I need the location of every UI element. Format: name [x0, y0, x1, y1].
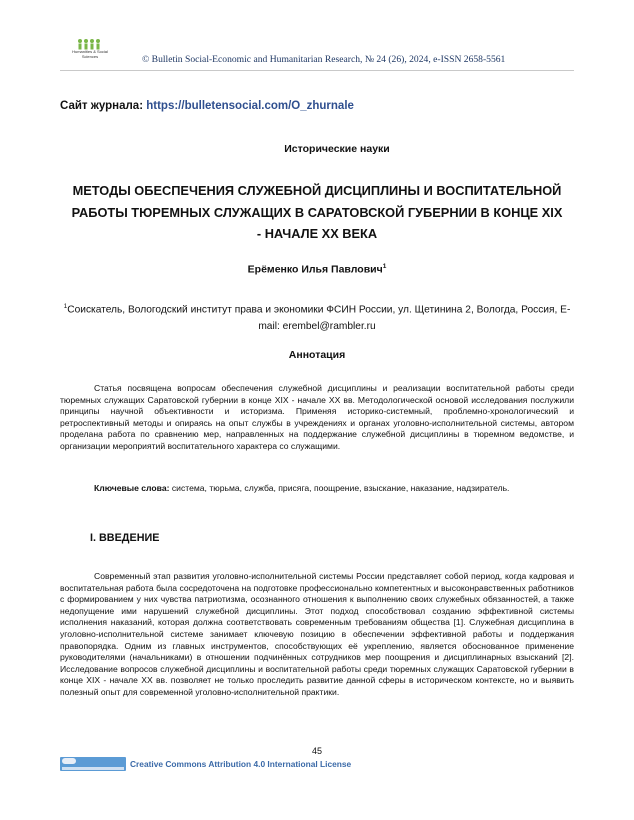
affiliation — [60, 298, 574, 335]
abstract-heading: Аннотация — [288, 349, 346, 361]
journal-citation: © Bulletin Social-Economic and Humanitarian Research, № 24 (26), 2024, e-ISSN 2658-5561 — [142, 54, 506, 65]
intro-heading: I. ВВЕДЕНИЕ — [90, 532, 160, 544]
article-title: МЕТОДЫ ОБЕСПЕЧЕНИЯ СЛУЖЕБНОЙ ДИСЦИПЛИНЫ И ВОСПИТАТЕЛЬНОЙ РАБОТЫ ТЮРЕМНЫХ СЛУЖАЩИХ В САРАТОВСКОЙ ГУБЕРНИИ В КОНЦЕ XIX - НАЧАЛЕ XX ВЕКА — [71, 183, 563, 241]
affiliation-sup: 1 — [63, 303, 68, 310]
site-label: Сайт журнала: — [60, 100, 144, 112]
page-number: 45 — [311, 746, 322, 756]
intro-paragraph: Современный этап развития уголовно-исполнительной системы России представляет собой период, когда кадровая и воспитательная работа была сосредоточена на подготовке профессионально компетентных и высоконравственных работников с формированием у них чувства патриотизма, осознанного отношения к выполнению своих служебных обязанностей, а также недопущение ими нарушений служебной дисциплины. Этот подход способствовал созданию эффективной системы исполнения наказаний, которая должна соответствовать современным требованиям общества [1]. Служебная дисциплина в уголовно-исполнительной системе занимает ключевую позицию в обеспечении эффективной работы и поддержания правопорядка. Одним из главных инструментов, способствующих её укреплению, является обоснованное применение руководителями (начальниками) в отношении подчинённых сотрудников мер поощрения и дисциплинарных взысканий [2]. Исследование вопросов служебной дисциплины и воспитательной работы среди тюремных служащих Саратовской губернии в конце XIX - начале XX вв. позволяет не только проследить развитие данной сферы в историческом контексте, но и выявить полезный опыт для современной уголовно-исполнительной практики. — [60, 571, 574, 697]
header-divider — [60, 70, 574, 71]
author-sup: 1 — [382, 263, 387, 270]
logo-text-line2: Sciences — [81, 53, 99, 59]
site-link[interactable]: https://bulletensocial.com/O_zhurnale — [146, 100, 354, 112]
license-footer — [60, 757, 360, 771]
cc-by-badge-icon[interactable] — [60, 757, 126, 771]
journal-logo — [60, 38, 120, 68]
author-name: Ерёменко Илья Павлович — [247, 263, 383, 276]
license-link[interactable]: Creative Commons Attribution 4.0 International License — [130, 759, 352, 769]
journal-site-line — [60, 100, 354, 112]
journal-header — [60, 38, 580, 68]
logo-text-line1: Humanities & Social — [72, 49, 108, 54]
keywords-text: система, тюрьма, служба, присяга, поощрение, взыскание, наказание, надзиратель. — [171, 483, 510, 493]
section-heading: Исторические науки — [284, 143, 390, 155]
affiliation-text: Соискатель, Вологодский институт права и экономики ФСИН России, ул. Щетинина 2, Вологда, Россия, E-mail: erembel@rambler.ru — [67, 304, 571, 333]
author-line — [0, 263, 634, 276]
abstract-text: Статья посвящена вопросам обеспечения служебной дисциплины и реализации воспитательной работы среди тюремных служащих Саратовской губернии в конце XIX - начале XX вв. Методологической основой исследования послужили принципы научной объективности и историзма. Применяя историко-системный, проблемно-хронологический и ретроспективный методы и опираясь на опыт службы в учреждениях и органах уголовно-исполнительной системы, автором проделана работа по сравнению мер, направленных на поддержание служебной дисциплины в тюремном ведомстве, и организации мероприятий воспитательного характера со служащими. — [60, 383, 574, 451]
keywords-label: Ключевые слова: — [94, 483, 170, 493]
keywords — [60, 483, 574, 495]
